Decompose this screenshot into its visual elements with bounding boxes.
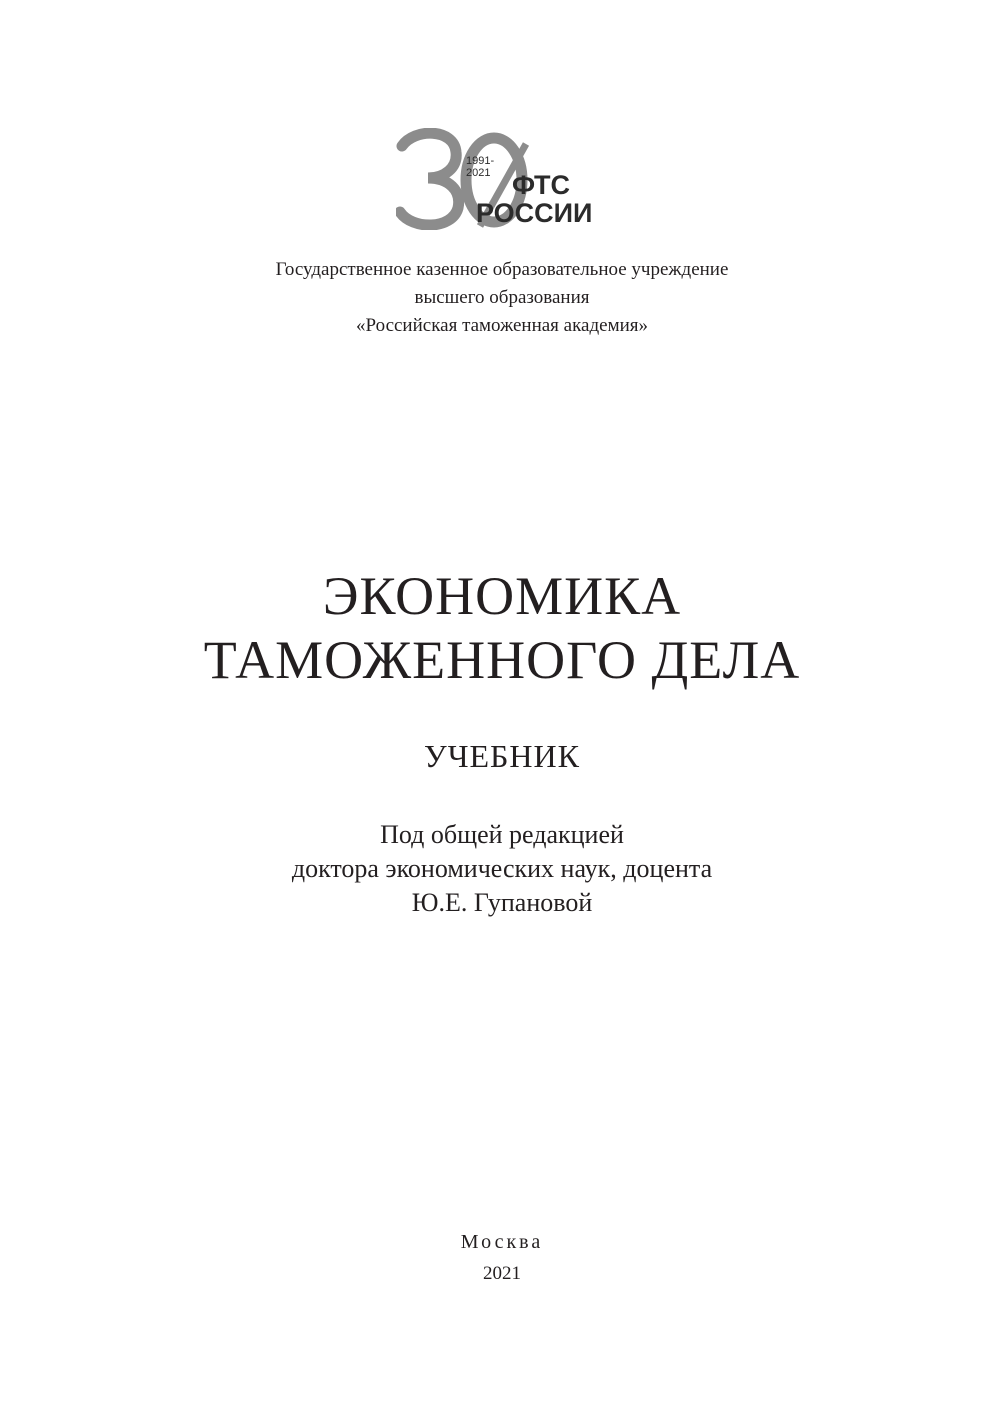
- logo-years-end: 2021: [466, 167, 491, 179]
- book-type: УЧЕБНИК: [424, 738, 580, 774]
- editor-line-3: Ю.Е. Гупановой: [411, 888, 593, 917]
- book-title-line-1: ЭКОНОМИКА: [322, 566, 682, 626]
- editor-line-2: доктора экономических наук, доцента: [291, 854, 713, 883]
- fts-anniversary-logo: [396, 128, 610, 230]
- book-title-line-2: ТАМОЖЕННОГО ДЕЛА: [203, 630, 801, 690]
- fts-logo-graphic: [396, 128, 610, 230]
- publication-year: 2021: [483, 1263, 521, 1284]
- institution-line-1: Государственное казенное образовательное учреждение: [275, 259, 729, 280]
- institution-line-2: высшего образования: [414, 287, 590, 308]
- logo-russia-text: РОССИИ: [476, 198, 593, 228]
- institution-line-3: «Российская таможенная академия»: [356, 315, 648, 336]
- book-title: [0, 564, 1004, 692]
- editor-line-1: Под общей редакцией: [380, 820, 624, 849]
- publication-city: Москва: [460, 1231, 544, 1253]
- editor-credit: [0, 818, 1004, 920]
- logo-years-start: 1991-: [466, 155, 495, 167]
- logo-digit-three: [400, 133, 459, 225]
- institution-name: [0, 256, 1004, 340]
- logo-fts-text: ФТС: [512, 170, 571, 200]
